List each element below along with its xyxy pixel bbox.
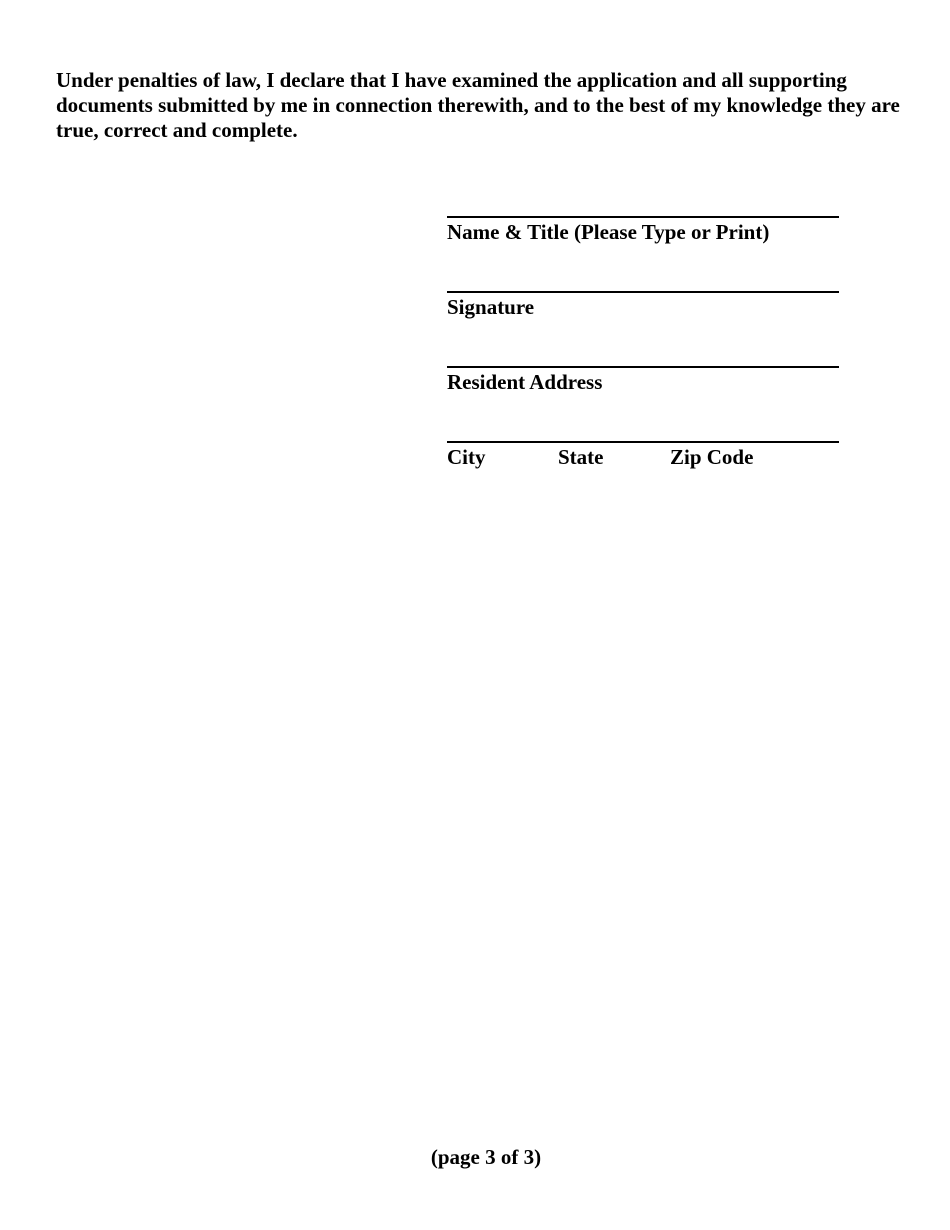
city-state-zip-line: [447, 441, 839, 443]
declaration-text: Under penalties of law, I declare that I have examined the application and all supporting documents submitted by me in connection therewith, and to the best of my knowledge they are true, correct and complete.: [56, 68, 900, 142]
name-title-field[interactable]: [447, 195, 839, 270]
city-state-zip-labels: [447, 445, 839, 470]
state-label: State: [558, 445, 604, 469]
page-number: (page 3 of 3): [430, 1145, 542, 1169]
city-state-zip-field[interactable]: [447, 420, 839, 495]
resident-address-field[interactable]: [447, 345, 839, 420]
signature-field[interactable]: [447, 270, 839, 345]
city-label: City: [447, 445, 486, 469]
name-title-label: Name & Title (Please Type or Print): [447, 220, 770, 244]
zip-code-label: Zip Code: [670, 445, 754, 469]
resident-address-label: Resident Address: [447, 370, 603, 394]
signature-block: [447, 195, 839, 495]
resident-address-line: [447, 366, 839, 368]
signature-label: Signature: [447, 295, 535, 319]
name-title-line: [447, 216, 839, 218]
signature-line: [447, 291, 839, 293]
